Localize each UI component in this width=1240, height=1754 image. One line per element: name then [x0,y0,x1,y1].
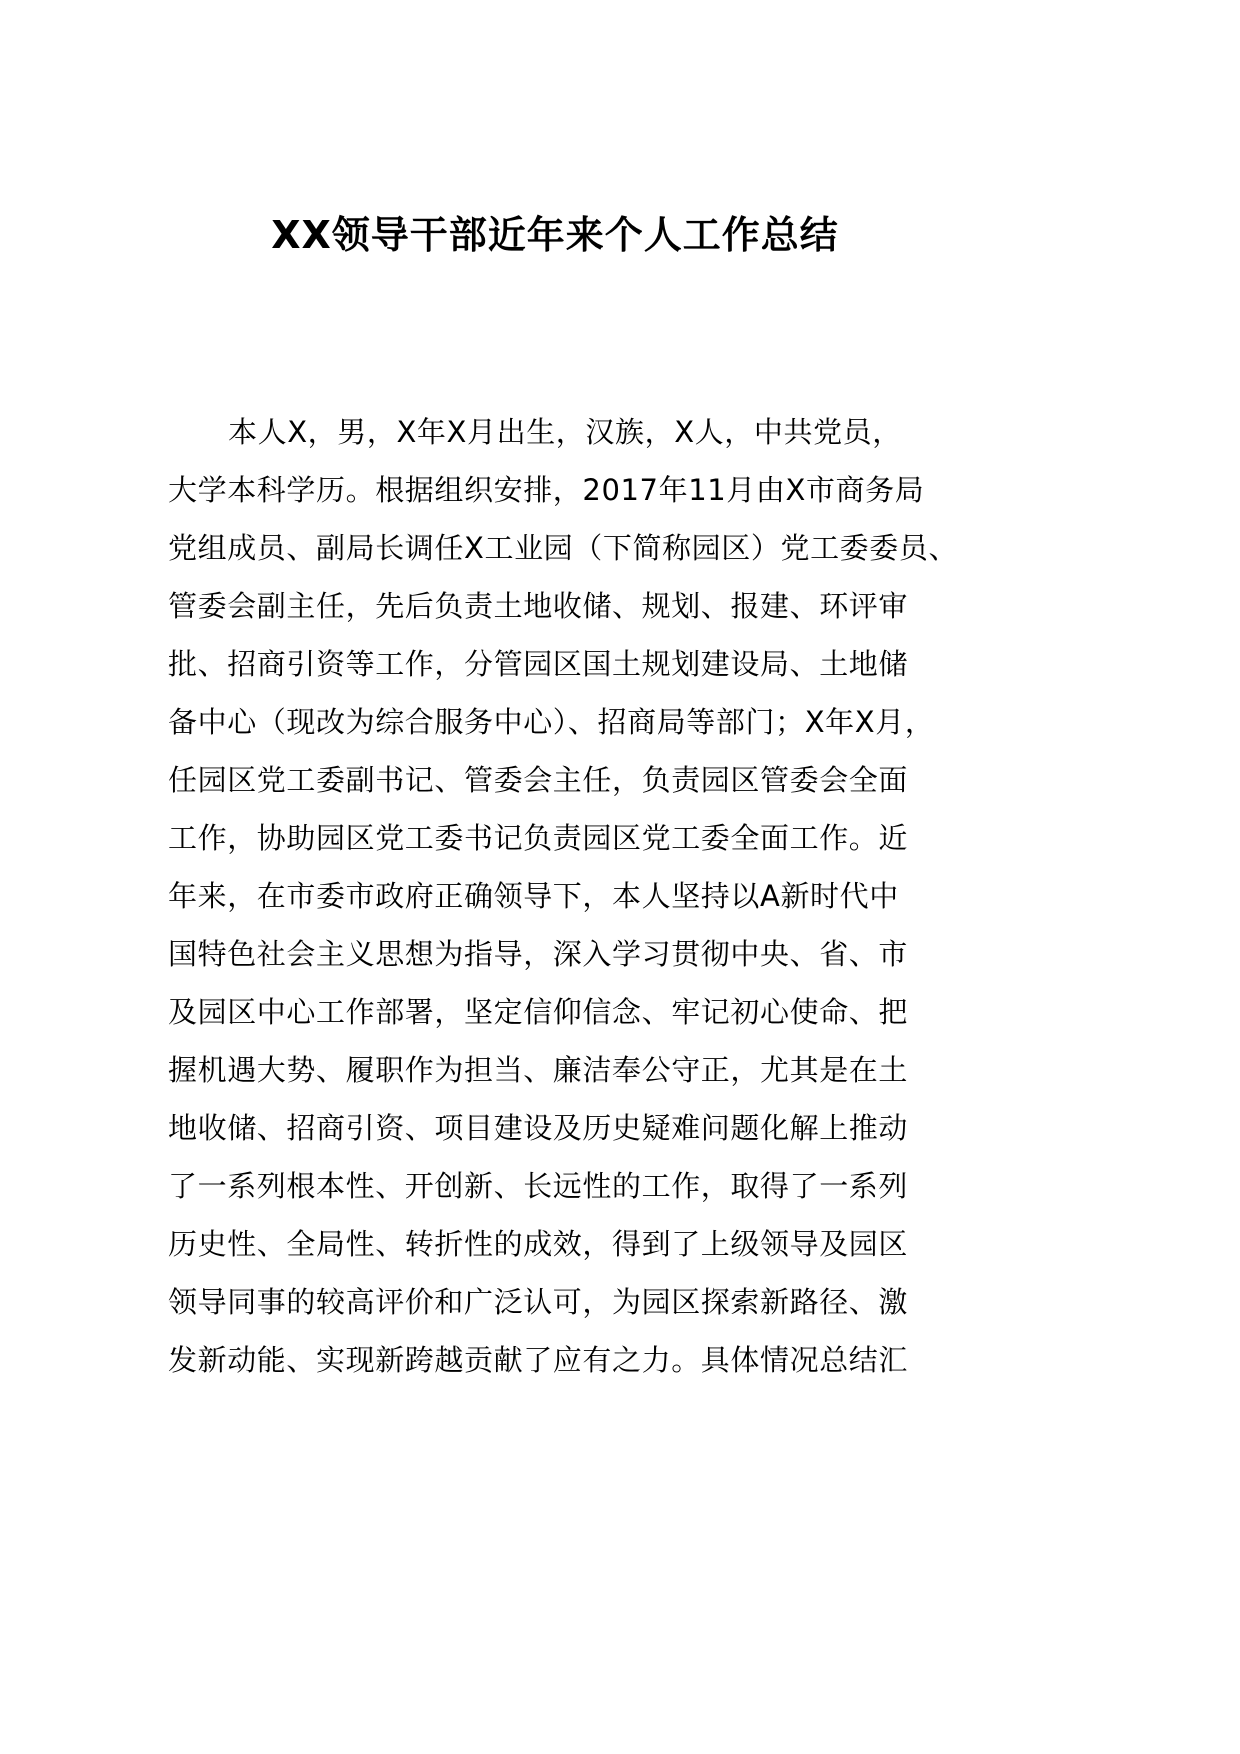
paragraph-line: 地收储、招商引资、项目建设及历史疑难问题化解上推动 [168,1111,909,1145]
paragraph-line: 历史性、全局性、转折性的成效，得到了上级领导及园区 [168,1227,909,1261]
paragraph-line: 本人X，男，X年X月出生，汉族，X人，中共党员， [228,415,902,449]
paragraph-line: 发新动能、实现新跨越贡献了应有之力。具体情况总结汇 [168,1343,909,1377]
paragraph-line: 任园区党工委副书记、管委会主任，负责园区管委会全面 [168,763,909,797]
document-body [168,403,958,1389]
paragraph-line: 握机遇大势、履职作为担当、廉洁奉公守正，尤其是在土 [168,1053,909,1087]
paragraph-line: 批、招商引资等工作，分管园区国土规划建设局、土地储 [168,647,909,681]
paragraph-line: 领导同事的较高评价和广泛认可，为园区探索新路径、激 [168,1285,909,1319]
paragraph-line: 备中心（现改为综合服务中心）、招商局等部门；X年X月， [168,705,935,739]
paragraph-line: 年来，在市委市政府正确领导下，本人坚持以A新时代中 [168,879,899,913]
paragraph-line: 大学本科学历。根据组织安排，2017年11月由X市商务局 [168,473,925,507]
paragraph-line: 党组成员、副局长调任X工业园（下简称园区）党工委委员、 [168,531,959,565]
paragraph-line: 工作，协助园区党工委书记负责园区党工委全面工作。近 [168,821,909,855]
paragraph-line: 了一系列根本性、开创新、长远性的工作，取得了一系列 [168,1169,909,1203]
paragraph-line: 国特色社会主义思想为指导，深入学习贯彻中央、省、市 [168,937,909,971]
document-title: XX领导干部近年来个人工作总结 [271,213,839,258]
paragraph-line: 管委会副主任，先后负责土地收储、规划、报建、环评审 [168,589,909,623]
paragraph-line: 及园区中心工作部署，坚定信仰信念、牢记初心使命、把 [168,995,909,1029]
